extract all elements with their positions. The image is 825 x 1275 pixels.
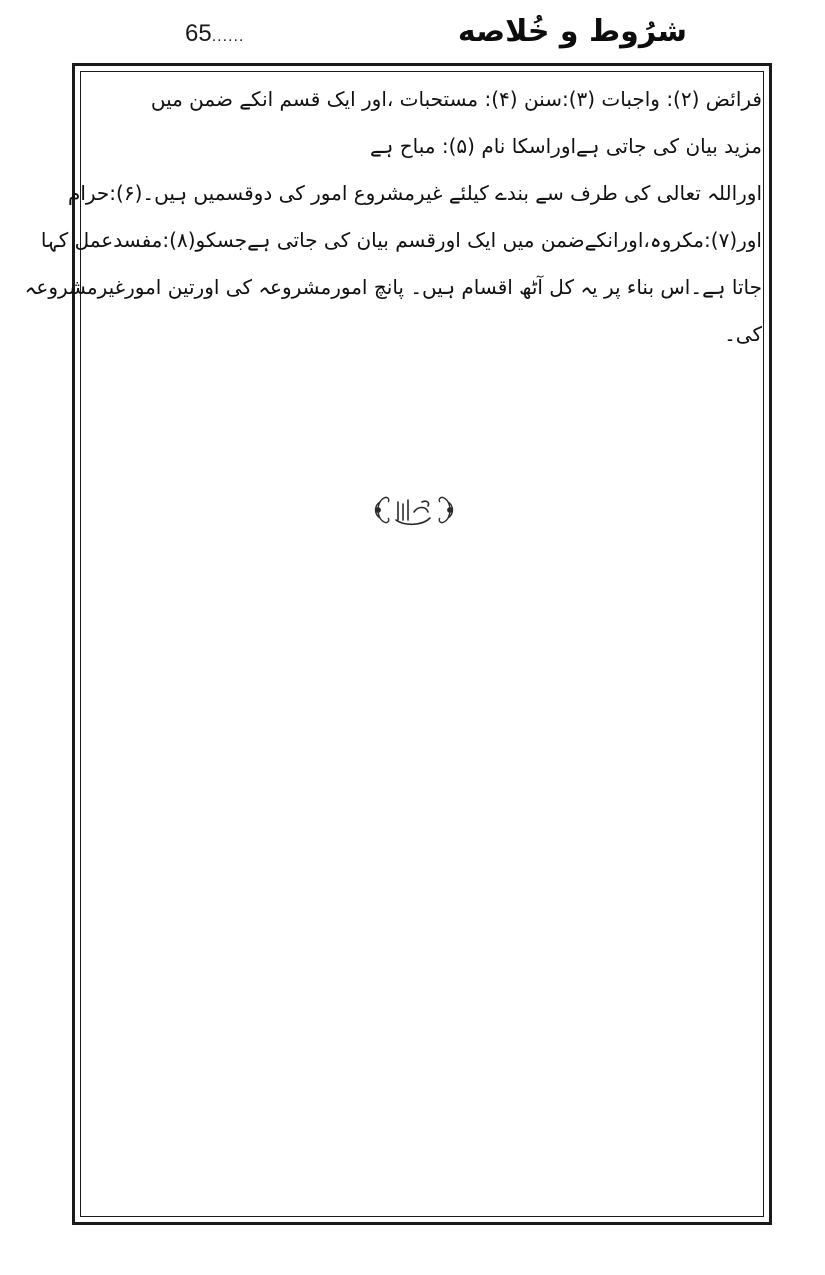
page-number <box>185 20 244 48</box>
text-line-2: مزید بیان کی جاتی ہےاوراسکا نام (۵): مباح ہے <box>369 134 762 158</box>
text-line-4: اور(۷):مکروہ،اورانکےضمن میں ایک اورقسم بیان کی جاتی ہےجسکو(۸):مفسدعمل کہا <box>40 228 762 252</box>
text-line-1: فرائض (۲): واجبات (۳):سنن (۴): مستحبات ،اور ایک قسم انکے ضمن میں <box>150 87 762 111</box>
body-text <box>24 76 762 358</box>
page-header <box>0 0 825 60</box>
page-number-dots: ...... <box>211 28 245 45</box>
ornament-right-cap <box>439 497 452 522</box>
ornament-left-cap <box>376 497 389 522</box>
text-line-5: جاتا ہے۔اس بناء پر یہ کل آٹھ اقسام ہیں۔ پانچ امورمشروعہ کی اورتین امورغیرمشروعہ <box>24 275 762 299</box>
page-number-value: 65 <box>185 20 212 47</box>
text-line-3: اوراللہ تعالی کی طرف سے بندے کیلئے غیرمشروع امور کی دوقسمیں ہیں۔(۶):حرام <box>67 181 762 205</box>
text-line-6: کی۔ <box>724 322 762 346</box>
book-title: شرُوط و خُلاصه <box>457 14 687 49</box>
paragraph <box>24 76 762 358</box>
calligraphy-ornament-icon <box>370 490 458 530</box>
